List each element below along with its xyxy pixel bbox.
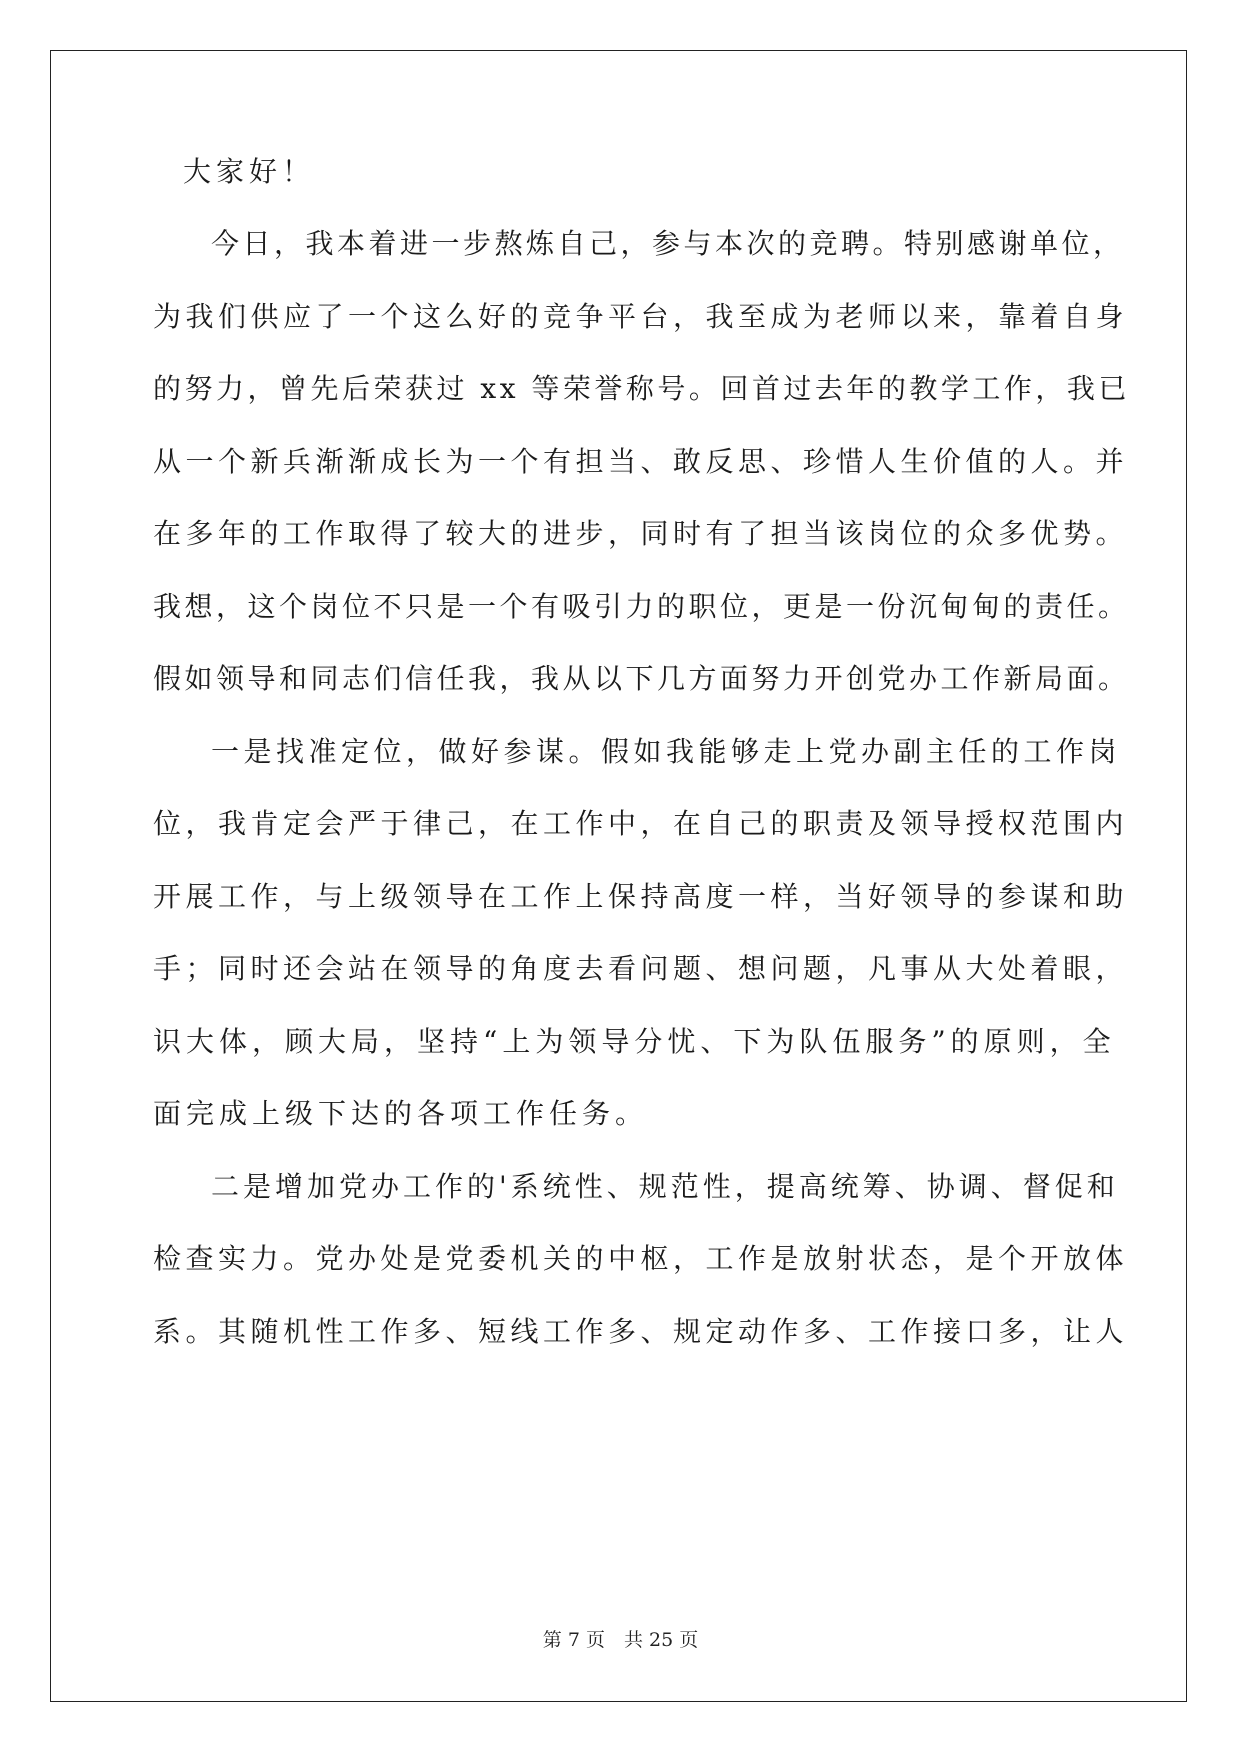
body-line: 为我们供应了一个这么好的竞争平台，我至成为老师以来，靠着自身 <box>153 300 1129 333</box>
body-line: 我想，这个岗位不只是一个有吸引力的职位，更是一份沉甸甸的责任。 <box>153 590 1130 623</box>
body-line: 识大体，顾大局，坚持“上为领导分忧、下为队伍服务”的原则，全 <box>153 1025 1116 1058</box>
body-line: 检查实力。党办处是党委机关的中枢，工作是放射状态，是个开放体 <box>153 1242 1129 1275</box>
body-line: 一是找准定位，做好参谋。假如我能够走上党办副主任的工作岗 <box>211 735 1122 768</box>
body-line: 从一个新兵渐渐成长为一个有担当、敢反思、珍惜人生价值的人。并 <box>153 445 1129 478</box>
body-line: 大家好！ <box>183 155 316 188</box>
body-line: 今日，我本着进一步熬炼自己，参与本次的竞聘。特别感谢单位， <box>211 227 1125 260</box>
page-number: 第 7 页 共 25 页 <box>542 1629 699 1651</box>
body-line: 二是增加党办工作的'系统性、规范性，提高统筹、协调、督促和 <box>211 1170 1119 1203</box>
body-line: 假如领导和同志们信任我，我从以下几方面努力开创党办工作新局面。 <box>153 662 1130 695</box>
body-line: 位，我肯定会严于律己，在工作中，在自己的职责及领导授权范围内 <box>153 807 1129 840</box>
body-line: 开展工作，与上级领导在工作上保持高度一样，当好领导的参谋和助 <box>153 880 1129 913</box>
body-line: 的努力，曾先后荣获过 xx 等荣誉称号。回首过去年的教学工作，我已 <box>153 372 1130 405</box>
body-line: 在多年的工作取得了较大的进步，同时有了担当该岗位的众多优势。 <box>153 517 1129 550</box>
body-line: 手；同时还会站在领导的角度去看问题、想问题，凡事从大处着眼， <box>153 952 1129 985</box>
body-line: 系。其随机性工作多、短线工作多、规定动作多、工作接口多，让人 <box>153 1315 1129 1348</box>
body-line: 面完成上级下达的各项工作任务。 <box>153 1097 649 1130</box>
